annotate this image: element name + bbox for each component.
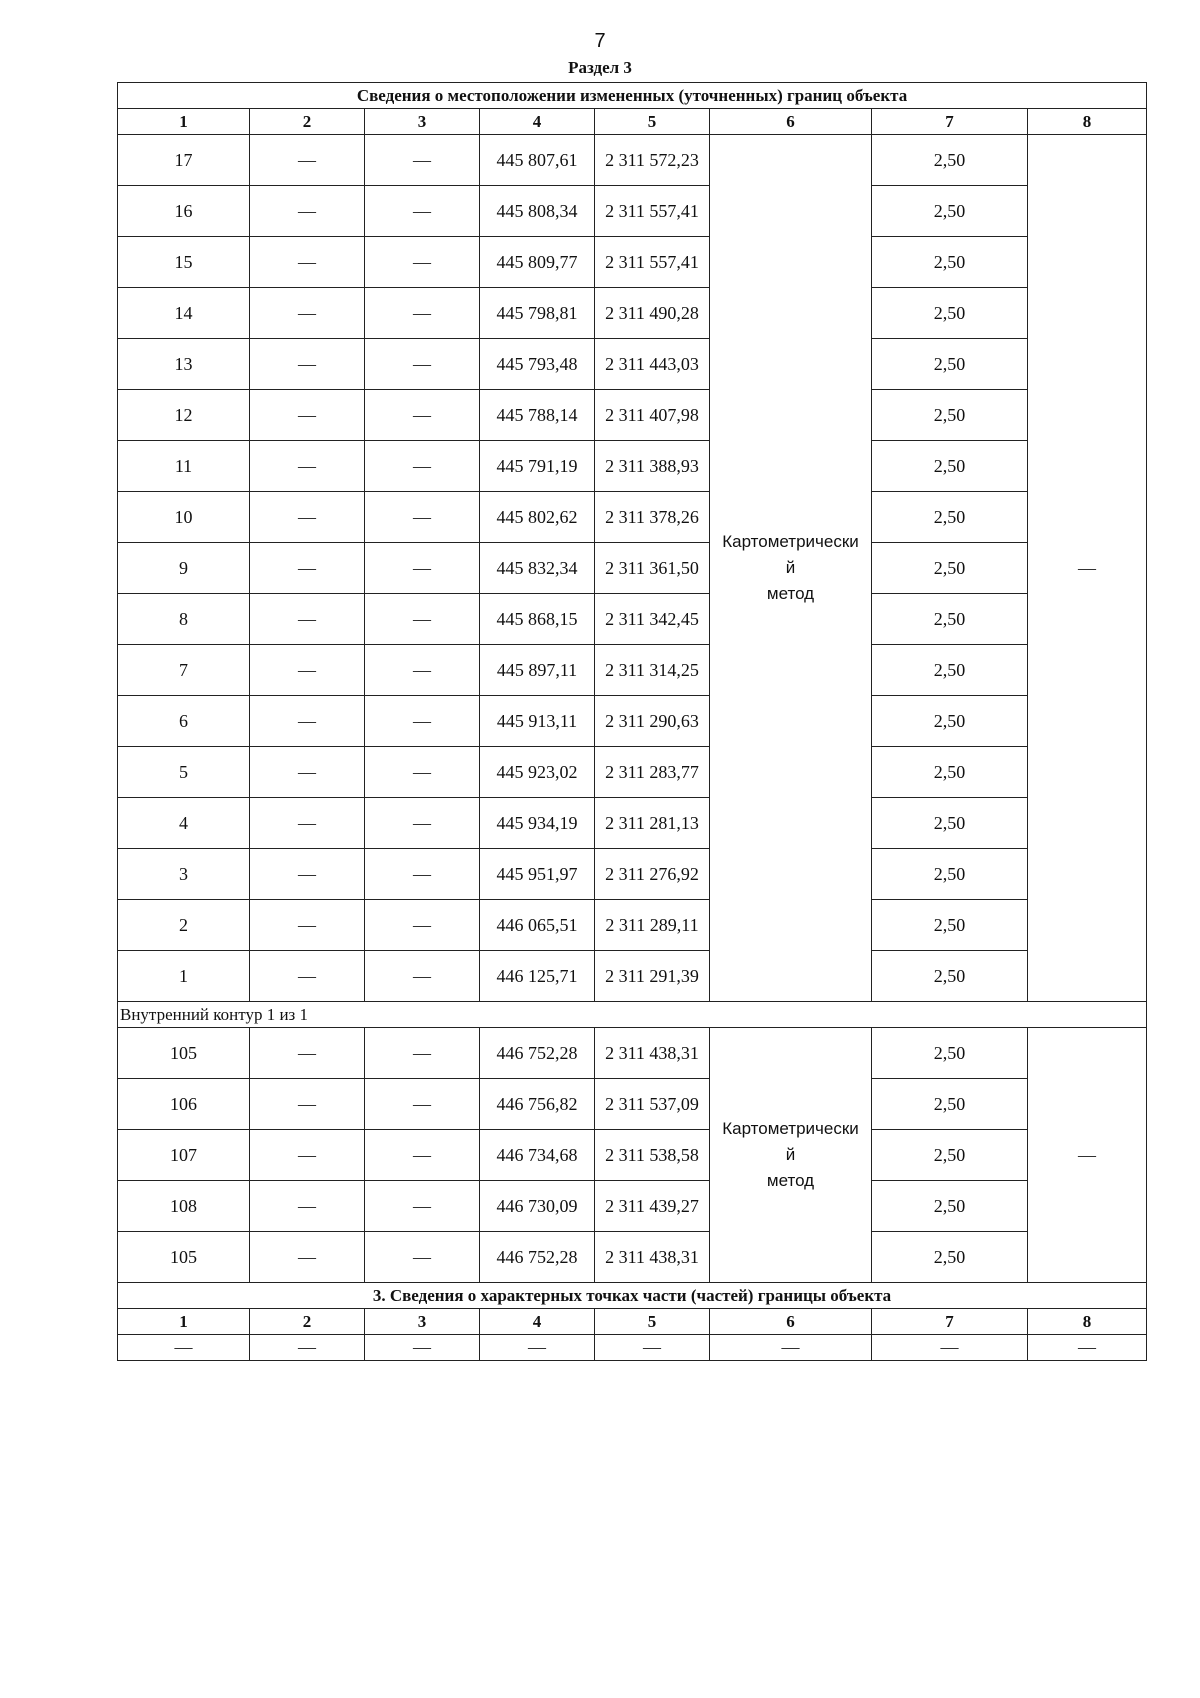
col3-value: — [365, 951, 480, 1002]
coordinate-y: 2 311 342,45 [595, 594, 710, 645]
coordinate-x: 445 793,48 [480, 339, 595, 390]
outer-point-row [118, 849, 1147, 900]
method-text: Картометрически [722, 532, 859, 551]
coordinate-x: 446 065,51 [480, 900, 595, 951]
column-number-4: 4 [480, 109, 595, 135]
parts-column-number-6: 6 [710, 1309, 872, 1335]
col2-value: — [250, 798, 365, 849]
point-number: 1 [118, 951, 250, 1002]
method-text: Картометрически [722, 1119, 859, 1138]
col2-value: — [250, 135, 365, 186]
col2-value: — [250, 900, 365, 951]
method-text: метод [766, 1171, 815, 1190]
outer-col8-value: — [1028, 135, 1147, 1002]
coordinate-x: 445 791,19 [480, 441, 595, 492]
accuracy-value: 2,50 [872, 339, 1028, 390]
col2-value: — [250, 543, 365, 594]
accuracy-value: 2,50 [872, 747, 1028, 798]
col2-value: — [250, 849, 365, 900]
column-number-5: 5 [595, 109, 710, 135]
point-number: 7 [118, 645, 250, 696]
coordinate-x: 445 868,15 [480, 594, 595, 645]
parts-column-number-row [118, 1309, 1147, 1335]
parts-caption: 3. Сведения о характерных точках части (частей) границы объекта [118, 1283, 1147, 1309]
coordinate-y: 2 311 557,41 [595, 237, 710, 288]
accuracy-value: 2,50 [872, 1079, 1028, 1130]
coordinate-y: 2 311 291,39 [595, 951, 710, 1002]
outer-method-cell [710, 135, 872, 1002]
accuracy-value: 2,50 [872, 1181, 1028, 1232]
accuracy-value: 2,50 [872, 594, 1028, 645]
point-number: 106 [118, 1079, 250, 1130]
coordinate-y: 2 311 538,58 [595, 1130, 710, 1181]
col3-value: — [365, 696, 480, 747]
coordinate-x: 445 808,34 [480, 186, 595, 237]
parts-column-number-4: 4 [480, 1309, 595, 1335]
coordinate-x: 445 788,14 [480, 390, 595, 441]
col3-value: — [365, 1232, 480, 1283]
inner-point-row [118, 1130, 1147, 1181]
table-caption: Сведения о местоположении измененных (уточненных) границ объекта [118, 83, 1147, 109]
col3-value: — [365, 288, 480, 339]
point-number: 5 [118, 747, 250, 798]
column-number-8: 8 [1028, 109, 1147, 135]
coordinate-x: 445 913,11 [480, 696, 595, 747]
col2-value: — [250, 339, 365, 390]
col3-value: — [365, 492, 480, 543]
coordinate-y: 2 311 407,98 [595, 390, 710, 441]
column-number-7: 7 [872, 109, 1028, 135]
inner-contour-label: Внутренний контур 1 из 1 [118, 1002, 1147, 1028]
coordinate-y: 2 311 537,09 [595, 1079, 710, 1130]
outer-point-row [118, 492, 1147, 543]
coordinate-x: 445 923,02 [480, 747, 595, 798]
accuracy-value: 2,50 [872, 441, 1028, 492]
outer-point-row [118, 951, 1147, 1002]
inner-point-row [118, 1181, 1147, 1232]
accuracy-value: 2,50 [872, 237, 1028, 288]
column-number-1: 1 [118, 109, 250, 135]
col3-value: — [365, 1130, 480, 1181]
column-number-row [118, 109, 1147, 135]
col3-value: — [365, 900, 480, 951]
col2-value: — [250, 441, 365, 492]
accuracy-value: 2,50 [872, 390, 1028, 441]
point-number: 8 [118, 594, 250, 645]
col3-value: — [365, 237, 480, 288]
col3-value: — [365, 645, 480, 696]
point-number: 13 [118, 339, 250, 390]
coordinate-y: 2 311 361,50 [595, 543, 710, 594]
coordinate-y: 2 311 438,31 [595, 1028, 710, 1079]
parts-cell: — [365, 1335, 480, 1361]
col2-value: — [250, 594, 365, 645]
coordinate-y: 2 311 388,93 [595, 441, 710, 492]
col3-value: — [365, 1079, 480, 1130]
col3-value: — [365, 1028, 480, 1079]
outer-point-row [118, 594, 1147, 645]
coordinate-y: 2 311 572,23 [595, 135, 710, 186]
coordinate-y: 2 311 490,28 [595, 288, 710, 339]
col3-value: — [365, 798, 480, 849]
coordinate-y: 2 311 438,31 [595, 1232, 710, 1283]
col2-value: — [250, 492, 365, 543]
coordinate-y: 2 311 439,27 [595, 1181, 710, 1232]
coordinate-y: 2 311 378,26 [595, 492, 710, 543]
accuracy-value: 2,50 [872, 1232, 1028, 1283]
coordinate-x: 446 756,82 [480, 1079, 595, 1130]
point-number: 107 [118, 1130, 250, 1181]
section-title: Раздел 3 [568, 58, 632, 77]
method-text: й [785, 1145, 796, 1164]
point-number: 4 [118, 798, 250, 849]
point-number: 15 [118, 237, 250, 288]
col2-value: — [250, 1181, 365, 1232]
parts-column-number-5: 5 [595, 1309, 710, 1335]
inner-point-row [118, 1079, 1147, 1130]
point-number: 16 [118, 186, 250, 237]
column-number-3: 3 [365, 109, 480, 135]
col2-value: — [250, 1028, 365, 1079]
coordinate-y: 2 311 276,92 [595, 849, 710, 900]
coordinate-x: 446 734,68 [480, 1130, 595, 1181]
parts-column-number-3: 3 [365, 1309, 480, 1335]
col2-value: — [250, 390, 365, 441]
col2-value: — [250, 186, 365, 237]
coordinate-x: 445 934,19 [480, 798, 595, 849]
method-text: й [785, 558, 796, 577]
point-number: 9 [118, 543, 250, 594]
col3-value: — [365, 390, 480, 441]
accuracy-value: 2,50 [872, 951, 1028, 1002]
coordinate-y: 2 311 289,11 [595, 900, 710, 951]
inner-method-cell [710, 1028, 872, 1283]
accuracy-value: 2,50 [872, 543, 1028, 594]
col3-value: — [365, 594, 480, 645]
inner-point-row [118, 1232, 1147, 1283]
col2-value: — [250, 645, 365, 696]
parts-data-row [118, 1335, 1147, 1361]
coordinate-y: 2 311 283,77 [595, 747, 710, 798]
point-number: 11 [118, 441, 250, 492]
point-number: 2 [118, 900, 250, 951]
parts-cell: — [118, 1335, 250, 1361]
accuracy-value: 2,50 [872, 288, 1028, 339]
parts-cell: — [872, 1335, 1028, 1361]
point-number: 6 [118, 696, 250, 747]
outer-point-row [118, 135, 1147, 186]
parts-cell: — [250, 1335, 365, 1361]
col3-value: — [365, 186, 480, 237]
point-number: 105 [118, 1232, 250, 1283]
col3-value: — [365, 441, 480, 492]
col3-value: — [365, 849, 480, 900]
coordinate-x: 446 730,09 [480, 1181, 595, 1232]
coordinate-x: 445 809,77 [480, 237, 595, 288]
column-number-2: 2 [250, 109, 365, 135]
coordinate-x: 445 802,62 [480, 492, 595, 543]
outer-point-row [118, 288, 1147, 339]
coordinate-x: 446 125,71 [480, 951, 595, 1002]
outer-point-row [118, 390, 1147, 441]
col2-value: — [250, 237, 365, 288]
col3-value: — [365, 543, 480, 594]
accuracy-value: 2,50 [872, 798, 1028, 849]
point-number: 108 [118, 1181, 250, 1232]
parts-cell: — [1028, 1335, 1147, 1361]
outer-point-row [118, 237, 1147, 288]
accuracy-value: 2,50 [872, 186, 1028, 237]
accuracy-value: 2,50 [872, 1130, 1028, 1181]
outer-point-row [118, 543, 1147, 594]
point-number: 10 [118, 492, 250, 543]
col3-value: — [365, 135, 480, 186]
parts-column-number-1: 1 [118, 1309, 250, 1335]
accuracy-value: 2,50 [872, 696, 1028, 747]
coordinate-y: 2 311 557,41 [595, 186, 710, 237]
col2-value: — [250, 288, 365, 339]
inner-col8-value: — [1028, 1028, 1147, 1283]
coordinate-x: 445 897,11 [480, 645, 595, 696]
point-number: 12 [118, 390, 250, 441]
parts-cell: — [595, 1335, 710, 1361]
col2-value: — [250, 951, 365, 1002]
coordinate-x: 445 807,61 [480, 135, 595, 186]
coordinate-y: 2 311 281,13 [595, 798, 710, 849]
parts-column-number-8: 8 [1028, 1309, 1147, 1335]
coordinate-x: 445 832,34 [480, 543, 595, 594]
method-text: метод [766, 584, 815, 603]
coordinate-y: 2 311 443,03 [595, 339, 710, 390]
parts-column-number-7: 7 [872, 1309, 1028, 1335]
column-number-6: 6 [710, 109, 872, 135]
accuracy-value: 2,50 [872, 849, 1028, 900]
outer-point-row [118, 747, 1147, 798]
col2-value: — [250, 696, 365, 747]
point-number: 14 [118, 288, 250, 339]
coordinate-x: 445 951,97 [480, 849, 595, 900]
coordinate-y: 2 311 314,25 [595, 645, 710, 696]
coordinate-y: 2 311 290,63 [595, 696, 710, 747]
outer-point-row [118, 441, 1147, 492]
boundary-table [117, 82, 1147, 1361]
accuracy-value: 2,50 [872, 1028, 1028, 1079]
outer-point-row [118, 798, 1147, 849]
outer-point-row [118, 696, 1147, 747]
parts-caption-row [118, 1283, 1147, 1309]
point-number: 3 [118, 849, 250, 900]
accuracy-value: 2,50 [872, 492, 1028, 543]
col3-value: — [365, 1181, 480, 1232]
inner-point-row [118, 1028, 1147, 1079]
outer-point-row [118, 645, 1147, 696]
coordinate-x: 445 798,81 [480, 288, 595, 339]
col2-value: — [250, 1232, 365, 1283]
inner-contour-row [118, 1002, 1147, 1028]
point-number: 17 [118, 135, 250, 186]
coordinate-x: 446 752,28 [480, 1232, 595, 1283]
outer-point-row [118, 900, 1147, 951]
accuracy-value: 2,50 [872, 645, 1028, 696]
outer-point-row [118, 339, 1147, 390]
col3-value: — [365, 339, 480, 390]
outer-point-row [118, 186, 1147, 237]
point-number: 105 [118, 1028, 250, 1079]
accuracy-value: 2,50 [872, 135, 1028, 186]
page-number: 7 [594, 30, 606, 52]
coordinate-x: 446 752,28 [480, 1028, 595, 1079]
parts-cell: — [480, 1335, 595, 1361]
parts-cell: — [710, 1335, 872, 1361]
accuracy-value: 2,50 [872, 900, 1028, 951]
parts-column-number-2: 2 [250, 1309, 365, 1335]
col3-value: — [365, 747, 480, 798]
col2-value: — [250, 747, 365, 798]
col2-value: — [250, 1130, 365, 1181]
col2-value: — [250, 1079, 365, 1130]
